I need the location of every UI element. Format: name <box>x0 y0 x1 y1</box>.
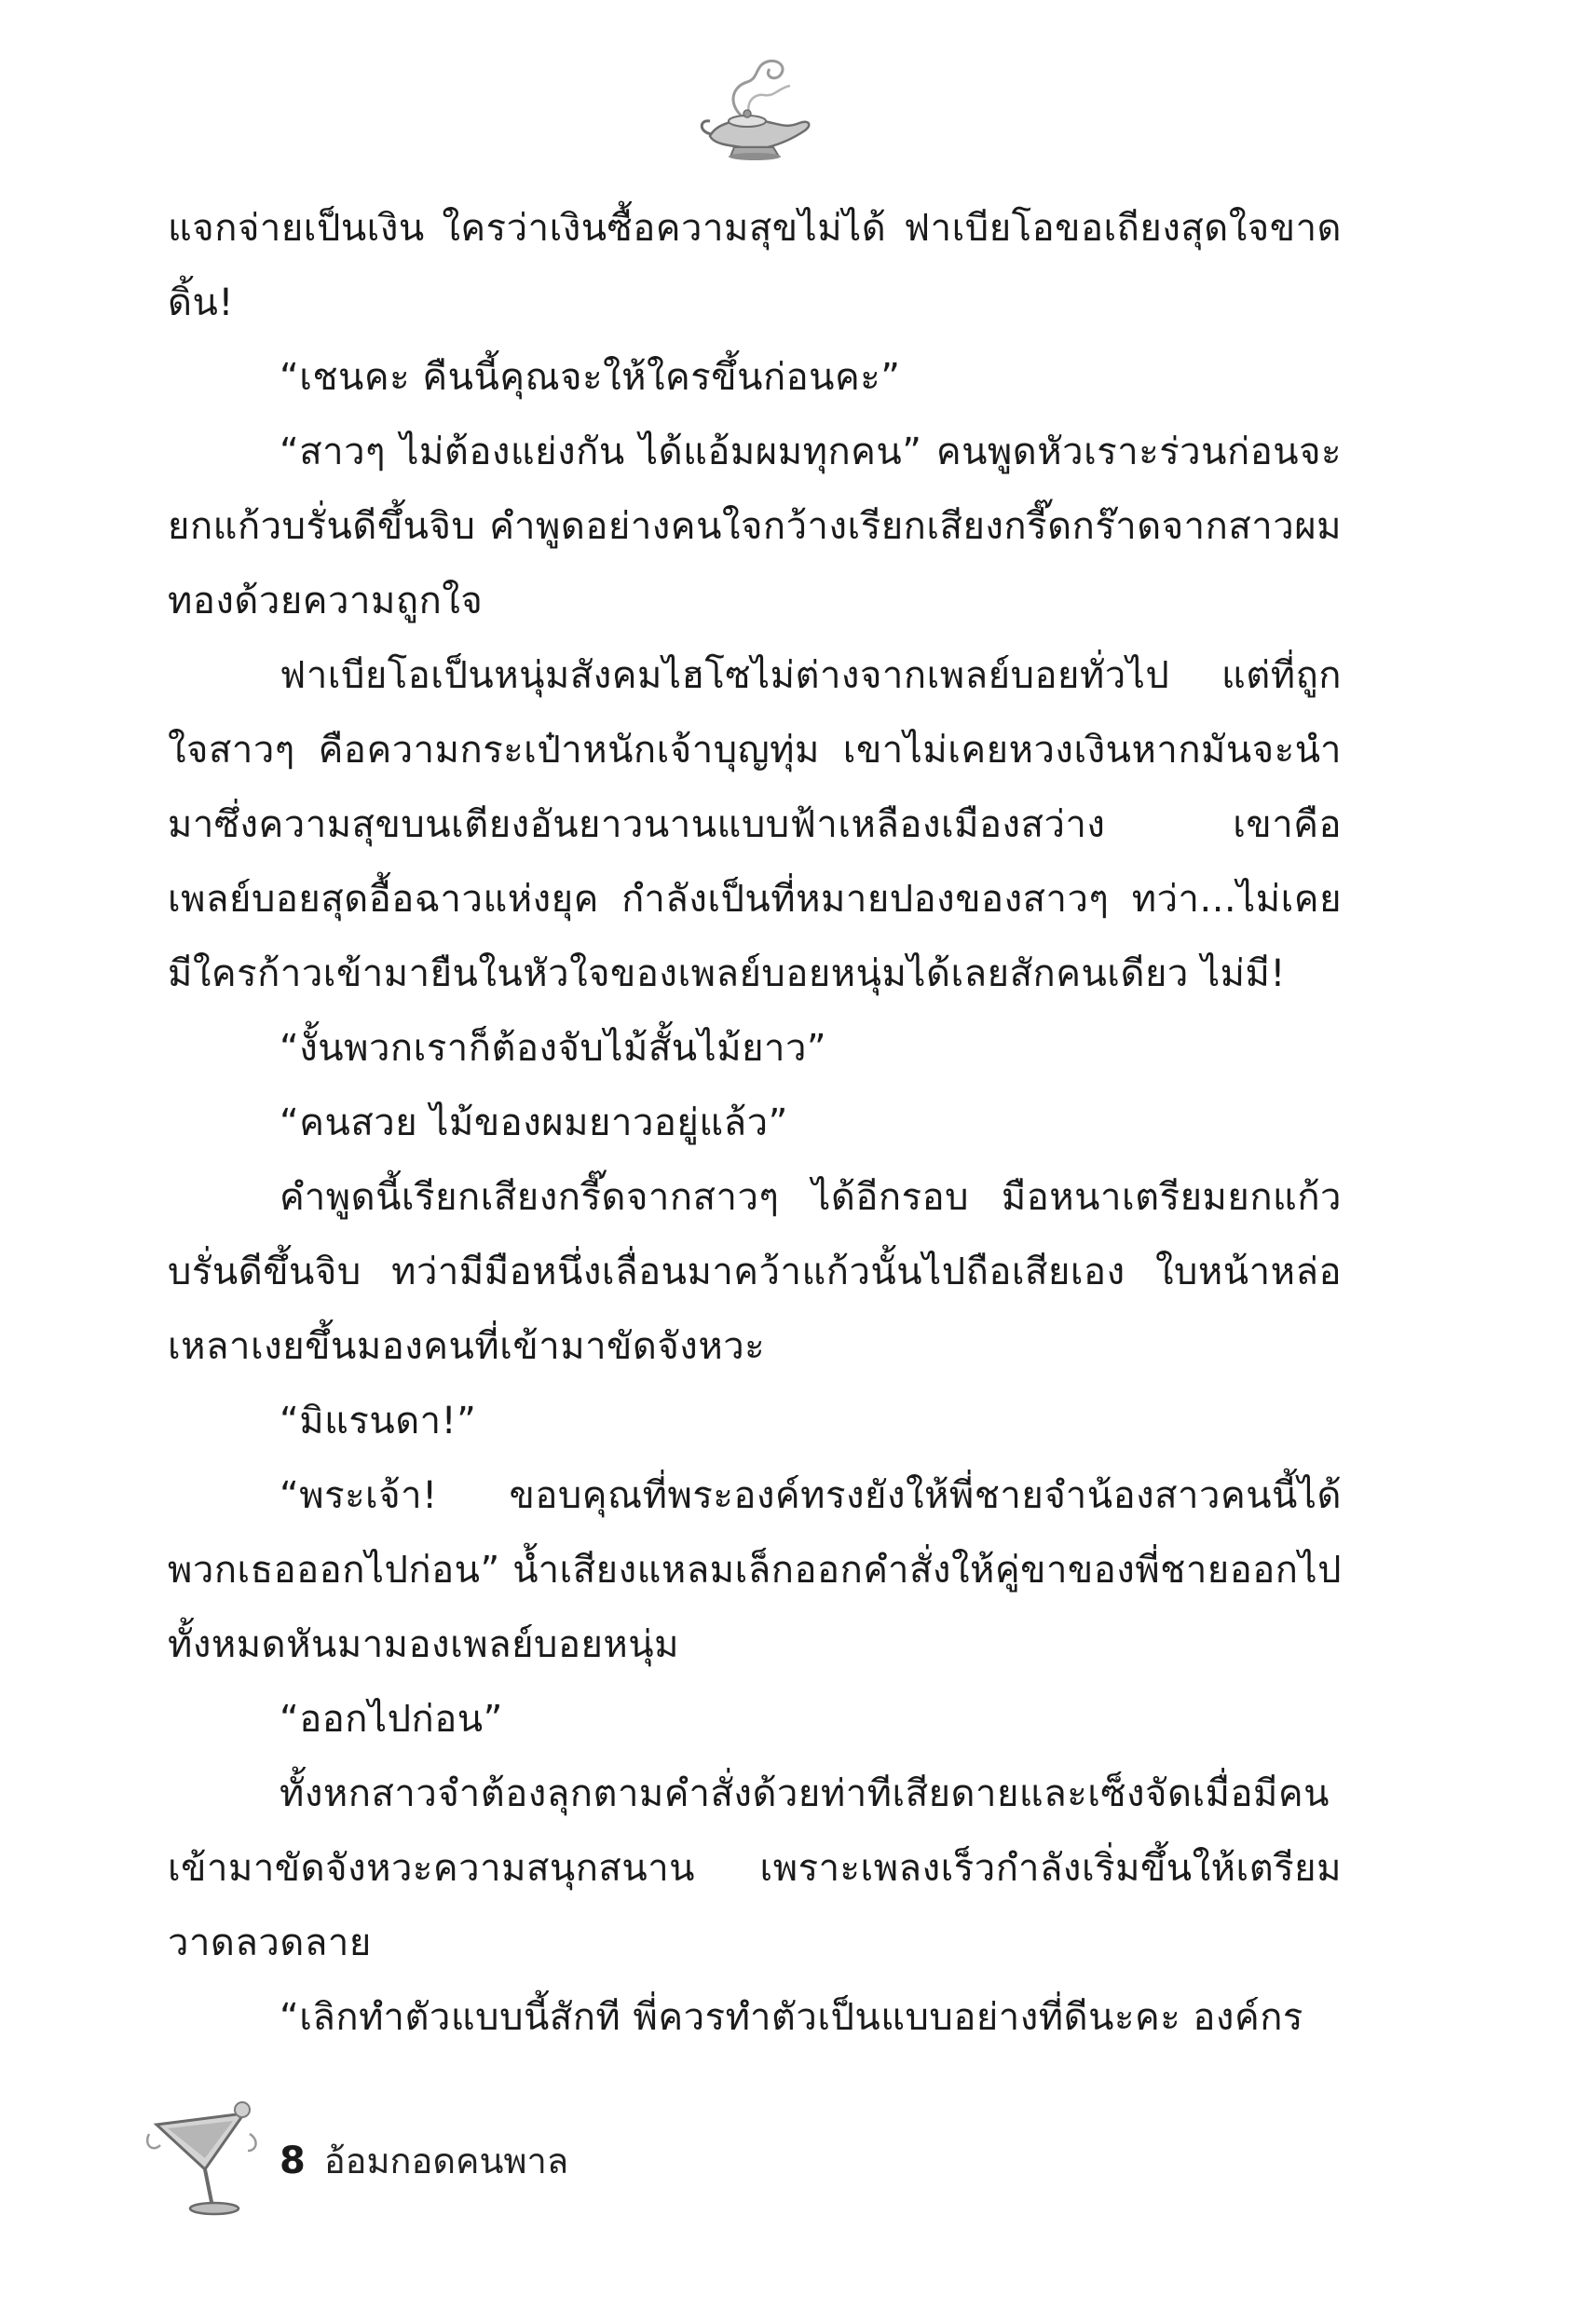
paragraph: “มิแรนดา!” <box>280 1400 477 1443</box>
paragraph: “งั้นพวกเราก็ต้องจับไม้สั้นไม้ยาว” <box>280 1027 827 1070</box>
genie-lamp-icon <box>689 54 820 166</box>
paragraph: คำพูดนี้เรียกเสียงกรี๊ดจากสาวๆ ได้อีกรอบ มือหนาเตรียมยกแก้วบรั่นดีขึ้นจิบ ทว่ามีมือหนึ่งเลื่อนมาคว้าแก้วนั้นไปถือเสียเอง ใบหน้าหล่อเหลาเงยขึ้นมองคนที่เข้ามาขัดจังหวะ <box>168 1176 1342 1368</box>
paragraph: “สาวๆ ไม่ต้องแย่งกัน ได้แอ้มผมทุกคน” คนพูดหัวเราะร่วนก่อนจะยกแก้วบรั่นดีขึ้นจิบ คำพูดอย่างคนใจกว้างเรียกเสียงกรี๊ดกร๊าดจากสาวผมทองด้วยความถูกใจ <box>168 431 1342 622</box>
page-footer <box>280 2132 568 2188</box>
paragraph: “คนสวย ไม้ของผมยาวอยู่แล้ว” <box>280 1101 788 1144</box>
paragraph: ฟาเบียโอเป็นหนุ่มสังคมไฮโซไม่ต่างจากเพลย์บอยทั่วไป แต่ที่ถูกใจสาวๆ คือความกระเป๋าหนักเจ้าบุญทุ่ม เขาไม่เคยหวงเงินหากมันจะนำมาซึ่งความสุขบนเตียงอันยาวนานแบบฟ้าเหลืองเมืองสว่าง เขาคือเพลย์บอยสุดอื้อฉาวแห่งยุค กำลังเป็นที่หมายปองของสาวๆ ทว่า...ไม่เคยมีใครก้าวเข้ามายืนในหัวใจของเพลย์บอยหนุ่มได้เลยสักคนเดียว ไม่มี! <box>168 654 1342 995</box>
paragraph: “พระเจ้า! ขอบคุณที่พระองค์ทรงยังให้พี่ชายจำน้องสาวคนนี้ได้ พวกเธอออกไปก่อน” น้ำเสียงแหลมเล็กออกคำสั่งให้คู่ขาของพี่ชายออกไป ทั้งหมดหันมามองเพลย์บอยหนุ่ม <box>168 1474 1342 1666</box>
cocktail-glass-icon <box>140 2097 270 2227</box>
page-number: 8 <box>280 2140 306 2182</box>
paragraph: “เลิกทำตัวแบบนี้สักที พี่ควรทำตัวเป็นแบบอย่างที่ดีนะคะ องค์กร <box>280 1996 1303 2039</box>
paragraph: “เชนคะ คืนนี้คุณจะให้ใครขึ้นก่อนคะ” <box>280 356 901 399</box>
body-text <box>168 191 1342 2055</box>
book-title: อ้อมกอดคนพาล <box>323 2140 569 2181</box>
paragraph: ทั้งหกสาวจำต้องลุกตามคำสั่งด้วยท่าทีเสียดายและเซ็งจัดเมื่อมีคนเข้ามาขัดจังหวะความสนุกสนาน เพราะเพลงเร็วกำลังเริ่มขึ้นให้เตรียมวาดลวดลาย <box>168 1772 1342 1964</box>
paragraph: แจกจ่ายเป็นเงิน ใครว่าเงินซื้อความสุขไม่ได้ ฟาเบียโอขอเถียงสุดใจขาดดิ้น! <box>168 207 1342 324</box>
paragraph: “ออกไปก่อน” <box>280 1698 503 1741</box>
